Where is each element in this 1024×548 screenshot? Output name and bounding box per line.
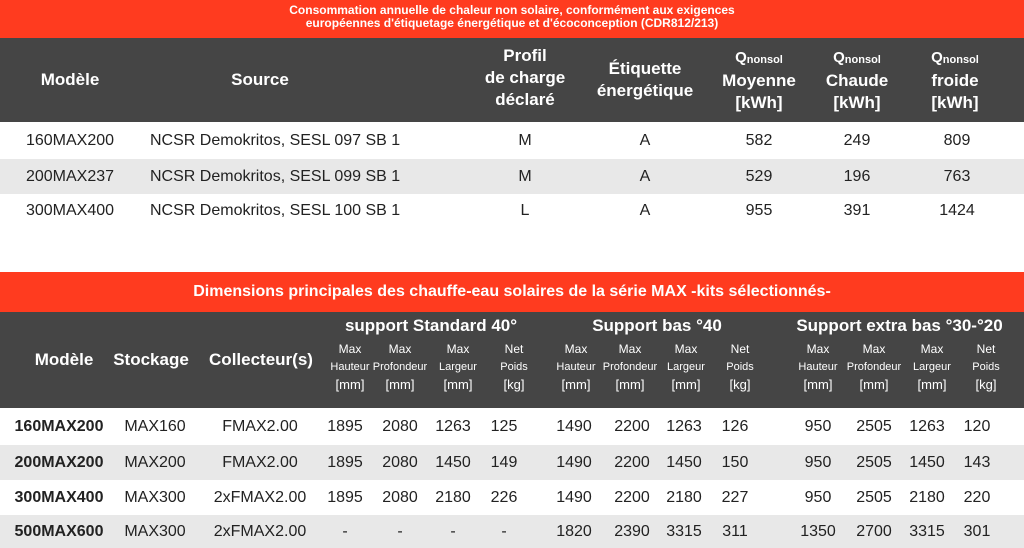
table2-cell: - xyxy=(342,523,348,540)
table2-cell: MAX300 xyxy=(124,489,186,506)
t1-header-profile-l3: déclaré xyxy=(495,90,555,109)
table2-cell: FMAX2.00 xyxy=(222,418,298,435)
table2-cell: 950 xyxy=(804,418,832,435)
table2-cell: 301 xyxy=(963,523,991,540)
table2-cell: 1350 xyxy=(800,523,836,540)
t1-header-profile xyxy=(465,45,585,111)
table2-cell: MAX200 xyxy=(124,454,186,471)
t2-header-collector: Collecteur(s) xyxy=(209,350,313,369)
table2-subheader-line: Net xyxy=(504,342,524,356)
table2-cell: 220 xyxy=(963,489,991,506)
table1-title-line2: européennes d'étiquetage énergétique et d'écoconception (CDR812/213) xyxy=(305,16,719,30)
table2-cell: - xyxy=(501,523,507,540)
table1-cell: 391 xyxy=(843,202,871,219)
table2-cell: 125 xyxy=(490,418,518,435)
table2-cell: 226 xyxy=(490,489,518,506)
table2-subheader-line: [mm] xyxy=(385,377,415,392)
table1-row xyxy=(0,122,1024,159)
table2-cell: 1490 xyxy=(556,489,592,506)
table2-subheader-line: Profondeur xyxy=(602,361,658,373)
table2-cell: 500MAX600 xyxy=(14,523,104,540)
table2-cell: 149 xyxy=(490,454,518,471)
table2-cell: 1820 xyxy=(556,523,592,540)
table2-subheader xyxy=(372,340,428,394)
table2-subheader-line: Net xyxy=(730,342,750,356)
table2-cell: 300MAX400 xyxy=(14,489,104,506)
table2-subheader-line: Poids xyxy=(500,361,528,373)
table2-cell: 950 xyxy=(804,454,832,471)
t1-header-avg-l1: Moyenne xyxy=(722,71,796,90)
table2-cell: - xyxy=(450,523,456,540)
table2-cell: 2080 xyxy=(382,489,418,506)
table1-cell: M xyxy=(518,168,532,185)
table1-cell: A xyxy=(639,132,651,149)
table1-cell: L xyxy=(520,202,530,219)
table2-title: Dimensions principales des chauffe-eau solaires de la série MAX -kits sélectionnés- xyxy=(0,272,1024,312)
table2-cell: 1895 xyxy=(327,489,363,506)
t1-header-hot-q: $Q_{nonsol}$ xyxy=(833,49,881,66)
table2-cell: 1263 xyxy=(909,418,945,435)
table1-title xyxy=(0,0,1024,38)
table2-cell: MAX160 xyxy=(124,418,186,435)
table2-group-title: Support extra bas °30-°20 xyxy=(796,316,1003,335)
t1-header-avg-l2: [kWh] xyxy=(735,93,783,112)
table1-cell: 196 xyxy=(843,168,871,185)
t1-header-hot-l2: [kWh] xyxy=(833,93,881,112)
table2-subheader-line: [kg] xyxy=(503,377,525,392)
table2-subheader-line: [mm] xyxy=(335,377,365,392)
t1-header-avg-q: $Q_{nonsol}$ xyxy=(735,49,783,66)
table1-cell: 249 xyxy=(843,132,871,149)
table1-cell: NCSR Demokritos, SESL 097 SB 1 xyxy=(150,132,401,149)
table2-cell: 160MAX200 xyxy=(14,418,104,435)
table2-row xyxy=(0,515,1024,548)
t1-header-label xyxy=(585,58,705,102)
table2-subheader-line: Max xyxy=(618,342,642,356)
table2-subheader xyxy=(548,340,604,394)
table2-subheader-line: [mm] xyxy=(561,377,591,392)
table2-subheader-line: Max xyxy=(862,342,886,356)
table1-cell: 955 xyxy=(745,202,773,219)
table2-subheader xyxy=(602,340,658,394)
table2-cell: 2505 xyxy=(856,454,892,471)
table2-subheader-line: Largeur xyxy=(913,361,951,373)
table2-subheader-line: Max xyxy=(806,342,830,356)
t1-header-hot-l1: Chaude xyxy=(825,71,889,90)
table1-cell: 763 xyxy=(943,168,971,185)
table2-cell: 2505 xyxy=(856,418,892,435)
table2-subheader-line: [mm] xyxy=(615,377,645,392)
table2-subheader-line: [kg] xyxy=(729,377,751,392)
table1-cell: 200MAX237 xyxy=(25,168,115,185)
table2-subheader-line: Max xyxy=(388,342,412,356)
table2-subheader-line: Largeur xyxy=(667,361,705,373)
table2-cell: - xyxy=(397,523,403,540)
table2-cell: 950 xyxy=(804,489,832,506)
table2-subheader-line: Poids xyxy=(972,361,1000,373)
table1-cell: 809 xyxy=(943,132,971,149)
table2-subheader-line: Hauteur xyxy=(330,361,370,373)
table2-subheader-line: [kg] xyxy=(975,377,997,392)
t1-header-cold-l2: [kWh] xyxy=(931,93,979,112)
table2-row xyxy=(0,480,1024,515)
table2-group-title: Support bas °40 xyxy=(592,316,722,335)
table2-subheader xyxy=(430,340,486,394)
t1-header-profile-l2: de charge xyxy=(484,68,566,87)
table2-cell: 3315 xyxy=(909,523,945,540)
table2-cell: 311 xyxy=(722,523,748,540)
table2-cell: 2180 xyxy=(666,489,702,506)
table2-cell: 150 xyxy=(721,454,749,471)
table2-cell: 1895 xyxy=(327,454,363,471)
table2-subheader xyxy=(846,340,902,394)
table2-subheader xyxy=(958,340,1014,394)
t1-header-cold xyxy=(910,47,1000,114)
table2-subheader-line: Hauteur xyxy=(798,361,838,373)
t1-header-label-l2: énergétique xyxy=(596,81,694,100)
table2-cell: 1895 xyxy=(327,418,363,435)
table2-cell: 120 xyxy=(963,418,991,435)
t1-header-source: Source xyxy=(231,70,289,89)
table2-cell: 1450 xyxy=(435,454,471,471)
table1-row xyxy=(0,194,1024,228)
table2-cell: 200MAX200 xyxy=(14,454,104,471)
table2-subheader-line: Max xyxy=(446,342,470,356)
table2-cell: 3315 xyxy=(666,523,702,540)
table1-cell: A xyxy=(639,202,651,219)
t1-header-label-l1: Étiquette xyxy=(608,59,682,78)
table2-subheader xyxy=(322,340,378,394)
table2-cell: 126 xyxy=(721,418,749,435)
table1-cell: 160MAX200 xyxy=(25,132,115,149)
t1-header-cold-l1: froide xyxy=(931,71,979,90)
table2-subheader-line: [mm] xyxy=(443,377,473,392)
t2-header-storage: Stockage xyxy=(113,350,189,369)
table2-subheader xyxy=(658,340,714,394)
table1-cell: 300MAX400 xyxy=(25,202,115,219)
t2-header-model: Modèle xyxy=(34,350,94,369)
table2-cell: 227 xyxy=(721,489,749,506)
table2-header xyxy=(0,312,1024,408)
table2-cell: 2390 xyxy=(614,523,650,540)
table2-cell: 1450 xyxy=(666,454,702,471)
table2-subheader-line: [mm] xyxy=(917,377,947,392)
table2-cell: 1263 xyxy=(666,418,702,435)
t1-header-avg xyxy=(710,47,808,114)
table2-cell: 2xFMAX2.00 xyxy=(213,523,307,540)
table1-header xyxy=(0,38,1024,122)
table2-subheader-line: Max xyxy=(338,342,362,356)
table2-cell: 143 xyxy=(963,454,991,471)
table2-row xyxy=(0,408,1024,445)
table2-cell: 2200 xyxy=(614,454,650,471)
table2-subheader-line: Profondeur xyxy=(372,361,428,373)
table2-subheader xyxy=(712,340,768,394)
table1-title-line1: Consommation annuelle de chaleur non solaire, conformément aux exigences xyxy=(289,3,735,17)
t1-header-profile-l1: Profil xyxy=(503,46,547,65)
table2-subheader-line: [mm] xyxy=(671,377,701,392)
table2-subheader-line: Largeur xyxy=(439,361,477,373)
table2-cell: 2080 xyxy=(382,454,418,471)
table1-cell: A xyxy=(639,168,651,185)
table2-cell: 2180 xyxy=(909,489,945,506)
table2-cell: 1263 xyxy=(435,418,471,435)
table2-cell: 2700 xyxy=(856,523,892,540)
table2-subheader-line: Max xyxy=(564,342,588,356)
table1-cell: 529 xyxy=(745,168,773,185)
table2-subheader-line: [mm] xyxy=(859,377,889,392)
table2-cell: 2xFMAX2.00 xyxy=(213,489,307,506)
table2-subheader xyxy=(904,340,960,394)
table2-subheader-line: Profondeur xyxy=(846,361,902,373)
table1-cell: NCSR Demokritos, SESL 099 SB 1 xyxy=(150,168,401,185)
table2-subheader-line: Max xyxy=(674,342,698,356)
table2-cell: 2505 xyxy=(856,489,892,506)
table2-subheader xyxy=(486,340,542,394)
table2-cell: 1450 xyxy=(909,454,945,471)
table2-cell: 1490 xyxy=(556,418,592,435)
table1-cell: 582 xyxy=(745,132,773,149)
table2-cell: 2080 xyxy=(382,418,418,435)
table1-row xyxy=(0,159,1024,194)
table2-group-title: support Standard 40° xyxy=(344,316,518,335)
table2-cell: 2200 xyxy=(614,489,650,506)
table2-subheader xyxy=(790,340,846,394)
table2-subheader-line: [mm] xyxy=(803,377,833,392)
table1-cell: 1424 xyxy=(939,202,975,219)
t1-header-hot xyxy=(812,47,902,114)
table1-cell: NCSR Demokritos, SESL 100 SB 1 xyxy=(150,202,401,219)
table2-subheader-line: Poids xyxy=(726,361,754,373)
table2-subheader-line: Max xyxy=(920,342,944,356)
table2-row xyxy=(0,445,1024,480)
table2-cell: FMAX2.00 xyxy=(222,454,298,471)
t1-header-cold-q: $Q_{nonsol}$ xyxy=(931,49,979,66)
table2-subheader-line: Net xyxy=(976,342,996,356)
t1-header-model: Modèle xyxy=(40,70,100,89)
table2-cell: 1490 xyxy=(556,454,592,471)
table2-cell: MAX300 xyxy=(124,523,186,540)
table1-cell: M xyxy=(518,132,532,149)
table2-cell: 2200 xyxy=(614,418,650,435)
table2-cell: 2180 xyxy=(435,489,471,506)
table2-subheader-line: Hauteur xyxy=(556,361,596,373)
